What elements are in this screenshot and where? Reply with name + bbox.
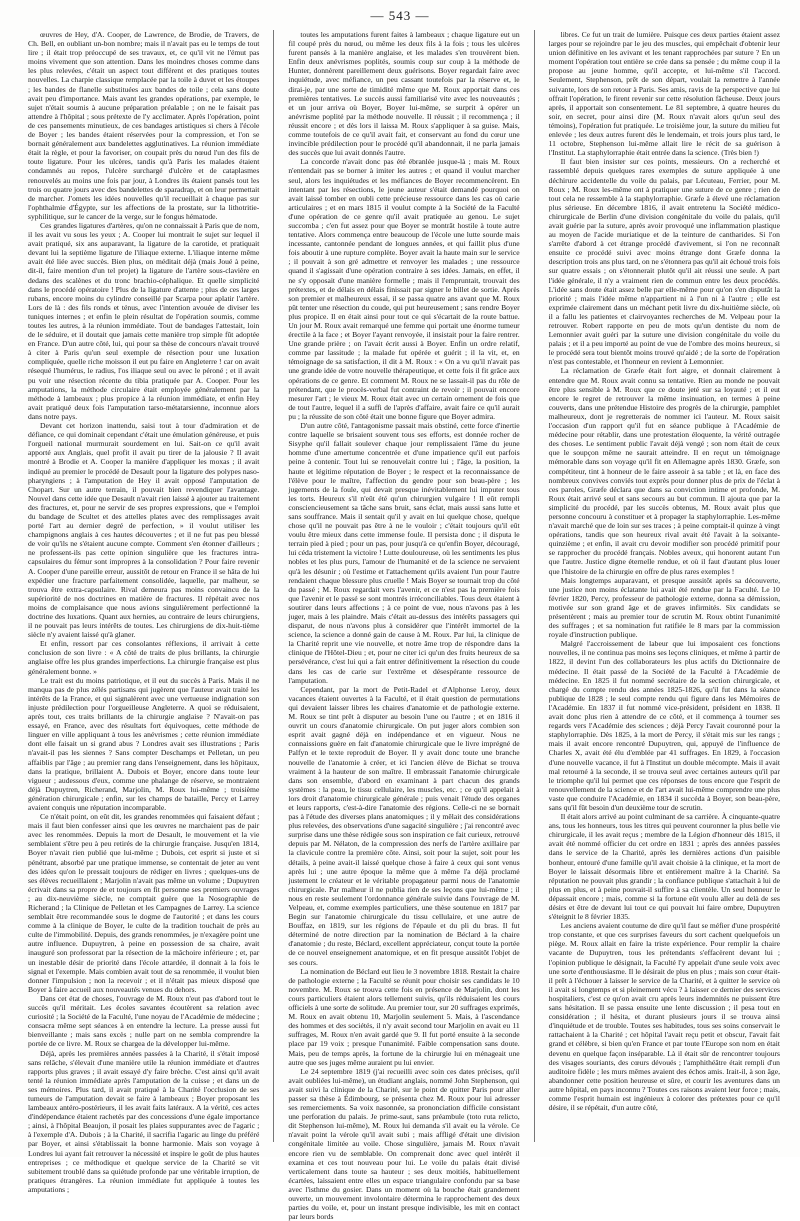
paragraph: Le trait est du moins patriotique, et il eut du succès à Paris. Mais il ne manqua pas de plus zélés partisans qui jugèrent que l'auteur avait traité les intérêts de la France, et qui signalèrent avec une vertueuse indignation son injuste prédilection pour l'orgueilleuse Angleterre. A quoi se réduisaient, après tout, ces traits brillants de la chirurgie anglaise ? N'avait-on pas essayé, en France, avec des résultats fort équivoques, cette méthode de linguer en ville appliquant à tous les anévrismes ; cette réunion immédiate dont elle faisait un si grand abus ? Londres avait ses illustrations ; Paris n'avait-il pas les siennes ? Sans compter Deschamps et Pelletan, un peu affaiblis par l'âge ; au premier rang dans l'enseignement, dans les hôpitaux, dans la pratique, brillaient A. Dubois et Boyer, encore dans toute leur vigueur ; audessous d'eux, comme une phalange de réserve, se montraient déjà Dupuytren, Richerand, Marjolin, M. Roux lui-même ; troisième génération chirurgicale ; enfin, sur les champs de bataille, Percy et Larrey avaient conquis une réputation incomparable. [28,675,260,812]
paragraph: Ces grandes ligatures d'artères, qu'on ne connaissait à Paris que de nom, il les avait vu sous les yeux ; A. Cooper lui montrait le sujet sur lequel il avait pratiqué, six ans auparavant, la ligature de la carotide, et pratiquait devant lui la septième ligature de l'iliaque externe. L'iliaque interne même avait été liée avec succès. Bien plus, on méditait déjà (mais Joué à peine, dit-il, faire mention d'un tel projet) la ligature de l'artère sous-clavière en dedans des scalènes et du tronc brachio-céphalique. Et quelle simplicité dans le procédé opératoire ! Plus de la ligature d'attente ; plus de ces larges rubans, encore moins du cylindre conseillé par Scarpa pour aplatir l'artère. Lors de là : des fils ronds et ténus, avec l'intention avouée de diviser les tuniques internes ; et enfin le plein résultat de l'opération soumis, comme toutes les autres, à la réunion immédiate. Tout de bandages l'attestait, loin de le séduire, et il doutait que jamais cette manière trop simple fût adoptée en France. D'un autre côté, lui, qui pour sa thèse de concours n'avait trouvé à citer à Paris qu'un seul exemple de résection pour une luxation compliquée, quelle riche moisson il eut pu faire en Angleterre ! car on avait résequé l'humérus, le radius, l'os iliaque seul ou avec le péroné ; et il avait pu voir une résection récente du tibia pratiquée par A. Cooper. Pour les amputations, la méthode circulaire était employée généralement par la méthode à lambeaux ; plus propice à la réunion immédiate, et enfin Hey avait pratiqué deux fois l'amputation tarso-métatarsienne, inconnue alors dans notre pays. [28,220,260,421]
paragraph: Devant cet horizon inattendu, saisi tout à tour d'admiration et de défiance, ce qui dominait cependant c'était une émulation généreuse, et puis l'orgueil national murmurait sourdement en lui. Sait-on ce qu'il avait apporté aux Anglais, quel profit il avait pu tirer de la jalousie ? Il avait montré à Brodie et A. Cooper la manière d'appliquer les moxas ; il avait indiqué au premier le procédé de Desault pour la ligature des polypes naso-pharyngiens ; à l'amputation de Hey il avait opposé l'amputation de Chopart. Sur un autre terrain, il pouvait bien revendiquer l'avantage. Nouvel dans cette idée que Desault n'avait rien laissé à ajouter au traitement des fractures, et, pour ne servir de ses propres expressions, que « l'emploi du bandage de Scultet et des attelles plates avec des remplissages avait porté l'art au dernier degré de perfection, » il voulut utiliser les champignons anglais à ces hautes découvertes ; et il ne fut pas peu blessé de voir qu'ils ne s'étaient aucune compte. Comment s'en étonner d'ailleurs ; ne professent-ils pas cette opinion singulière que les fractures intra-capsulaires du fémur sont impropres à la consolidation ? Pour faire revenir A. Cooper d'une pareille erreur, aussitôt de retour en France il se hâta de lui expédier une fracture parfaitement consolidée, laquelle, par malheur, se trouva être extra-capsulaire. Rival demeura pas moins convaincu de la supériorité de nos doctrines en matière de fractures. Il répétait avec nos moins de complaisance que nous avions singulièrement perfectionné la doctrine des luxations. Quant aux hernies, au contraire de leurs chirurgiens, il ne pouvait pas leurs intérêts de toutes. Les chirurgiens de dix-huit-tième siècle n'y avaient laissé qu'à glaner. [28,421,260,640]
paragraph: D'un autre côté, l'antagonisme passait mais obstiné, cette force d'inertie contre laquelle se brisaient souvent tous ses efforts, est donnée rocher de Sisyphe qu'il fallait soulever chaque jour remplissaient l'âme du jeune homme d'une amertume concentrée et d'une impatience qu'il eut parfois peine à contenir. Tout lui se renouvelait contre lui ; l'âge, la position, la haute et légitime réputation de Boyer ; le respect et la reconnaissance de l'élève pour le maître, l'affection du gendre pour son beau-père ; les jugements de la foule, qui devait presque inévitablement lui imputer tous les torts. Heureux s'il n'eût été qu'un chirurgien vulgaire ! Il eût rempli consciencieusement sa tâche sans bruit, sans éclat, mais aussi sans lutte et sans souffrance. Mais il sentait qu'il y avait en lui quelque chose, quelque chose qu'il ne pouvait pas être à ne le vouloir ; c'était toujours qu'il eût voulu être mieux dans cette immense foule. Il persista donc ; il disputa le terrain pied à pied ; pour un pas, pour jusqu'à ce qu'enfin Boyer, découragé, lui céda tristement la victoire ! Lutte douloureuse, où les sentiments les plus nobles et les plus purs, l'amour de l'humanité et de la science ne servaient qu'à les désunir ; où l'estime et l'attachement qu'ils avaient l'un pour l'autre rendaient chaque blessure plus cruelle ! Mais Boyer se tournait trop du côté du passé ; M. Roux regardait vers l'avenir, et ce n'est pas la première fois que l'avenir et le passé se sont montrés irréconciliables. Tous deux étaient à soutirer dans leurs affections ; à ce point de vue, nous n'avons pas à les juger, mais à les plaindre. Mais c'était au-dessus des intérêts passagers qui disparut, de nous n'avons plus à considérer que l'intérêt immortel de la science, la science a donné gain de cause à M. Roux. Par lui, la clinique de la Charité reprit une vie nouvelle, et notre âme trop de réspondre dans la clinique de l'Hôtel-Dieu ; et, pour ne citer ici qu'un des fruits heureux de sa persévérance, c'est lui qui a fait entrer définitivement la résection du coude dans les cas de carie sur l'extrême et désespérante ressource de l'amputation. [288,421,520,685]
column-divider [534,30,535,1142]
column-right [549,30,780,1142]
paragraph: Malgré l'accroissement de labeur que lui imposaient ces fonctions nouvelles, il ne continua pas moins ses leçons cliniques, et même à partir de 1822, il devint l'un des collaborateurs les plus actifs du Dictionnaire de médecine. Il était passé de la Société de la Faculté à l'Académie de médecine. En 1825 il fut nommé secrétaire de la section chirurgicale, et chargé du compte rendu des années 1825-1826, qu'il fut dans la séance publique de 1828 ; le seul compte rendu qui figure dans les Mémoires de l'Académie. En 1837 il fut nommé vice-président, président en 1838. Il avait donc plus rien à attendre de ce côté, et il commença à tourner ses regards vers l'Académie des sciences ; déjà Percy l'avait couronné pour la staphylorraphie. Dès 1825, à la mort de Percy, il s'était mis sur les rangs ; mais il avait encore rencontré Dupuytren, qui, appuyé de l'influence de Charles X, avait été élu d'emblée par 41 suffrages. En 1829, à l'occasion d'une nouvelle vacance, il fut à l'Institut un double mécompte. Mais il avait mal retourné à la seconde, il se trouva seul avec certaines auteurs qu'il par le triomphe qu'il lui permet que ces réponses de tous encore que l'esprit de renouvellement de la science et de l'art avait lui-même comprendre une plus vaste que conduire l'Académie, en 1834 il succéda à Boyer, son beau-père, sans qu'il fût besoin d'un deuxième tour de scrutin. [548,639,780,812]
page-number: — 543 — [370,8,430,23]
paragraph: Et enfin, ressort par ces consolantes réflexions, il arrivait à cette conclusion de son livre : « A côté de traits de plus brillants, la chirurgie anglaise offre les plus grandes imperfections. La chirurgie française est plus généralement bonne. » [28,639,260,676]
paragraph: Il faut bien insister sur ces points, messieurs. On a recherché et rassemblé depuis quelques rares exemples de suture appliquée à une déchirure accidentelle du voile du palais, par Lécuteau, Ferrier, pour M. Roux ; M. Roux les-même ont à pratiquer une suture de ce genre ; rien de tout cela ne ressemble à la staphylorraphie. Græfe à élevé une réclamation plus sérieuse. En décembre 1816, il avait entretenu la Société médico-chirurgicale de Berlin d'une division congénitale du voile du palais, qu'il avait guérie par la suture, après avoir provoqué une inflammation plastique au moyen de l'acide muriatique et de la teinture de cantharides. Si l'on s'arrête d'abord à cet étrange procédé d'avivement, si l'on ne reconnaît ensuite ce procédé suivi avec moins étrange dont Græfe donna la description trois ans plus tard, on ne s'étonnera pas qu'il ait échoué trois fois sur quatre essais ; on s'étonnerait plutôt qu'il ait réussi une seule. A part l'idée générale, il n'y a vraiment rien de commun entre les deux procédés. L'idée sans doute était assez belle par elle-même pour qu'on s'en disputât la priorité ; mais l'idée même n'appartient ni à l'un ni à l'autre ; elle est exprimée clairement dans un méchant petit livre du dix-huitième siècle, où il a fallu les patientes et clairvoyantes recherches de M. Velpeau pour la retrouver. Robert rapporte en peu de mots qu'un dentiste du nom de Lemonnier avait guéri par la suture une division congénitale du voile du palais ; et il a peu importé au point de vue de l'ombre des moins heureux, si le procédé sera tout bientôt moins trouvé qu'aidé ; de la sorte de l'opération n'est pas contestable, et l'honneur en revient à Lemonnier. [548,157,780,367]
paragraph: Déjà, après les premières années passées à la Charité, il s'était imposé sans relâche, s'élevait d'une manière utile la réunion immédiate et d'autres rapports plus graves ; il avait essayé d'y faire brèche. C'est ainsi qu'il avait tenté la réunion immédiate après l'amputation de la cuisse ; et dans un de ses mémoires. Plus tard, il avait pratiqué à la Charité l'occlusion de ses tumeurs de l'amputation devait se faire à lambeaux ; Boyer proposant les lambeaux antéro-postérieurs, il les avait faits latéraux. A la vérité, ces actes d'indépendance étaient rachetés par des concessions d'une égale importance ; ainsi, à l'hôpital Beaujon, il posait les plaies suppurantes avec de l'agaric ; à l'exemple d'A. Dubois ; à la Charité, il sacrifia l'agaric au linge du préféré par Boyer, et ainsi s'établissait la bonne harmonie. Mais son voyage à Londres lui ayant fait retrouver la nécessité et inspire le goût de plus hautes entreprises ; ce méthodique et quelque service de la Charité se vit subitement troublé dans sa quiétude profonde par une véritable irruption, de pratiques étrangères. La réunion immédiate fut appliquée à toutes les amputations ; [28,1048,260,1194]
paragraph: libres. Ce fut un trait de lumière. Puisque ces deux parties étaient assez larges pour se rejoindre par le jeu des muscles, qui empêchait d'obtenir leur union définitive en les avivant et les tenant rapprochées par suture ? En un moment l'opération tout entière se crée dans sa pensée ; du même coup il la propose au jeune homme, qu'il accepte, et lui-même s'il l'accord. Seulement, Stephenson, prêt de son départ, voulait la remettre à l'année suivante, lors de son retour à Paris. Ses amis, ravis de la perspective que lui offrait l'opération, le firent revenir sur cette résolution fâcheuse. Deux jours après, il apportait son consentement. Le 81 septembre, à quatre heures du soir, en secret, pour ainsi dire (M. Roux n'avait alors qu'un seul des témoins), l'opération fut pratiquée. Le troisième jour, la suture du milieu fut enlevée ; les deux autres furent dès le lendemain, et trois jours plus tard, le 11 octobre, Stephenson lui-même allait lire le récit de sa guérison à l'Institut. La staphylorraphie était entrée dans la science. (Très bien !) [548,30,780,158]
column-divider [273,30,274,1142]
paragraph: Mais longtemps auparavant, et presque aussitôt après sa découverte, une justice non moins éclatante lui avait été rendue par la Faculté. Le 10 février 1820, Percy, professeur de pathologie externe, donna sa démission, motivée sur son grand âge et de graves infirmités. Six candidats se présentèrent ; mais au premier tour de scrutin M. Roux obtint l'unanimité des suffrages ; et sa nomination fut ratifiée le 8 mars par la commission royale d'instruction publique. [548,575,780,640]
text-columns [28,30,780,1221]
paragraph: La nomination de Béclard eut lieu le 3 novembre 1818. Restait la chaire de pathologie externe ; la Faculté se réunit pour choisir ses candidats le 10 novembre. M. Roux se trouva cette fois en présence de Marjolin, dont les cours particuliers étaient alors tellement suivis, qu'ils réduisaient les cours officiels à une sorte de solitude. Au premier tour, sur 20 suffrages exprimés, M. Roux en avait obtenu 10, Marjolin seulement 5. Mais, à l'ascendance des hommes et des sociétés, il n'y avait second tour Marjolin en avait eu 11 suffrages, M. Roux n'en avait gardé que 9. Il fut porté ensuite à la seconde place par 19 voix ; presque l'unanimité. Faible compensation sans doute. Mais, peu de temps après, la fortune de la chirurgie lui en ménageait une autre que ses juges même auraient pu lui envier. [288,966,520,1067]
paragraph: œuvres de Hey, d'A. Cooper, de Lawrence, de Brodie, de Travers, de Ch. Bell, en oubliant un-bon nombre; mais il n'avait pas eu le temps de tout lire ; il était trop préoccupé de ses travaux, et, ce qu'il vit ne l'émut pas moins vivement que son attention. Dans les moindres choses comme dans les plus relevées, c'était un aspect tout différent et des pratiques toutes nouvelles. La charpie classique remplacée par la toile à duvet et les étoupes ; les bandes de flanelle substituées aux bandes de toile ; cela sans doute avait peu d'importance. Mais avant les grandes opérations, par exemple, le sujet n'était soumis à aucune préparation préalable ; on ne le faisait pas attendre à l'hôpital ; sous prétexte de l'y acclimater. Après l'opération, point de ces pansements minutieux, de ces bandages artistiques si chers à l'école de Boyer ; les bandes étaient réservées pour la compression, et l'on se bornait généralement aux bandelettes agglutinatives. La réunion immédiate était la règle, et pour la favoriser, on coupait près du nœud l'un des fils de toute ligature. Pour les ulcères, tandis qu'à Paris les malades étaient condamnés au repos, l'ulcère surchargé d'ulcère et de cataplasmes renouvelés au moins une fois par jour, à Londres ils étaient pansés tout les trois ou quatre jours avec des bandelettes de sparadrap, et on leur permettait de marcher. J'omets les idées nouvelles qu'il recueillait à chaque pas sur l'ophthalmie d'Égypte, sur les affections de la prostate, sur la lithotritie-syphilitique, sur le cancer de la verge, sur le fongus hématode. [28,30,260,221]
column-middle [288,30,520,1221]
paragraph: Ce n'était point, on eût dit, les grandes renommées qui faisaient défaut ; mais il faut bien confesser ainsi que les œuvres ne marchaient pas de pair avec les renommées. Depuis la mort de Desault, le mouvement et la vie semblaient s'être peu à peu retirés de la chirurgie française. Jusqu'en 1814, Boyer n'avait rien publié que lui-même ; Dubois, cet esprit si juste et si pénétrant, absorbé par une pratique immense, se contentait de jeter au vent des idées qu'on le pressait toujours de rédiger en livres ; quelques-uns de ses élèves recueillaient ; Marjolin n'avait pas même un volume ; Dupuytren écrivait dans sa propre de et toujours en fit personne ses premiers ouvrages ; au dix-neuvième siècle, ne comptait guère que la Nosographie de Richerand ; la Clinique de Pelletan et les Campagnes de Larrey. La science semblait être recommandée sous le dogme de l'autorité ; et dans les cours comme à la clinique de Boyer, le culte de la tradition touchait de près au culte de l'immobilité. Depuis, des grands renommées, je n'exagère point une autre influence. Dupuytren, à peine en possession de sa chaire, avait inauguré son professorat par la résection de la mâchoire inférieure ; et, par un inestable désir de priorité dans l'école attardée, il donnait à la fois le signal et l'exemple. Mais combien avait tout de sa renommée, il voulut bien donner l'impulsion ; non la recevoir ; et il n'était pas mieux disposé que Boyer à faire accueil aux nouveautés venues du dehors. [28,812,260,994]
paragraph: La concorde n'avait donc pas été ébranlée jusque-là ; mais M. Roux n'entendait pas se borner à imiter les autres ; et quand il voulut marcher seul, alors les inquiétudes et les méfiances de Boyer recommencèrent. En intentant par les résections, le jeune auteur s'était demandé pourquoi on avait laissé tomber en oubli cette précieuse ressource dans les cas où carie articulaires ; et en mars 1815 il voulut compte à la Société de la Faculté d'une opération de ce genre qu'il avait pratiquée au genou. Le sujet succomba ; c'en fut assez pour que Boyer se montrât hostile à toute autre tentative. Alors commença entre beaucoup de l'école une lutte sourde mais incessante, cantonnée pendant de longues années, et qui faillit plus d'une fois aboutir à une rupture complète. Boyer avait la haute main sur le service ; il pouvait à son gré admettre et renvoyer les malades ; une ressource quand il s'agissait d'une opération contraire à ses idées. Jamais, en effet, il ne s'y opposait d'une manière formelle ; mais il l'empruntait, trouvait des prétextes, et de délais en délais finissait par signer le billet de sortie. Après son premier et malheureux essai, il se passa quatre ans avant que M. Roux pût tenter une résection du coude, qui put heureusement ; sans rendre Boyer plus propice. Il en était ainsi pour tout ce qui s'écartait de la route battue. Un jour M. Roux avait remarqué une femme qui portait une énorme tumeur érectile à la face ; et Boyer l'ayant renvoyée, il insistait pour la faire rentrer. Une grande prière ; on l'avait écrit aussi à Boyer. Enfin un ordre relatif, comme par lassitude ; la malade fut opérée et guérit ; il la vit, et, en témoignage de sa satisfaction, il dit à M. Roux : « On a vu qu'il n'avait pas une grande idée de votre nouvelle thérapeutique, et cette fois il fit grâce aux opérations de ce genre. Et comment M. Roux ne se lassait-il pas du rôle de prétendant, que le procès-verbal fut contraint de revoir ; il pouvait encore mesurer l'art ; le vieux M. Roux était avec un certain ornement de fois que de tout l'autre, lequel il a suffi de l'après d'affaire, avait faire ce qu'il aurait pu ; la réussite de son côté était une bonne figure que Boyer admira. [288,157,520,421]
column-left [28,30,260,1194]
paragraph: La réclamation de Græfe était fort aigre, et donnait clairement à entendre que M. Roux avait connu sa tentative. Rien au monde ne pouvait être plus sensible à M. Roux que ce doute jeté sur sa loyauté ; et il eut encore le regret de retrouver la même insinuation, en termes à peine couverts, dans une prétendue Histoire des progrès de la chirurgie, pamphlet malheureux, dont je regretterais de nommer ici l'auteur. M. Roux saisit l'occasion d'un rapport qu'il fut en séance publique à l'Académie de médecine pour rétablir, dans une protestation éloquente, la vérité outragée des choses. Le sentiment public l'avait déjà vengé ; son nom était de ceux que le soupçon même ne saurait atteindre. Il en reçut un témoignage mémorable dans son voyage qu'il fit en Allemagne après 1830. Græfe, son compétiteur, tint à honneur de le faire asseoir à sa table ; et là, en face des nombreux convives conviés tout exprès pour donner plus de prix de l'éclat à ces paroles, Græfe déclara que dans sa conviction intime et profonde, M. Roux était arrivé seul et sans secours au but commun. Il ajouta que par la simplicité du procédé, par les succès obtenus, M. Roux avait plus que personne concouru à constituer et à propager la staphylorraphie. Les-même n'avait marché que de loin sur ses traces ; à peine comptait-il quinze à vingt opérations, tandis que son heureux rival avait été l'avait à la soixante-quinzième ; et enfin, il avait cru devoir modifier son procédé primitif pour se rapprocher du procédé français. Nobles aveux, qui honorent autant l'un que l'autre. Justice digne éternelle rendue, et où il faut d'autant plus louer que l'histoire de la chirurgie en offre de plus rares exemples ! [548,366,780,576]
paragraph: Le 24 septembre 1819 (j'ai recueilli avec soin ces dates précises, qu'il avait oubliées lui-même), un étudiant anglais, nommé John Stephenson, qui avait suivi la clinique de la Charité, sur le point de quitter Paris pour aller passer sa thèse à Édimbourg, se présenta chez M. Roux pour lui adresser ses remerciements. Sa voix nasonnée, sa prononciation difficile consistant une perforation du palais. Je prime-saut, sans préambule (toto ruta relicto, dit Stephenson lui-même), M. Roux lui demanda s'il avait eu la vérole. Ce n'avait point la vérole qu'il avait subi ; mais affligé d'était une division congénitale limitée au voile. Chose singulière, jamais M. Roux n'avait encore rien vu de semblable. On comprenait donc avec quel intérêt il examina et ces tout nouveau pour lui. Le voile du palais était divisé verticalement dans toute sa hauteur ; ses deux moitiés, habituellement écartées, laissaient entre elles un espace triangulaire confondu par sa base avec l'isthme du gosier. Dans un moment où la bouche était grandement ouverte, un mouvement involontaire détermina le rapprochement des deux parties du voile, et, pour un instant presque indivisible, les mit en contact par leurs bords [288,1066,520,1221]
paragraph: toutes les amputations furent faites à lambeaux ; chaque ligature eut un fil coupé près du nœud, ou même les deux fils à la fois ; tous les ulcères furent pansés à la manière anglaise, et les malades s'en trouvèrent bien. Enfin deux anévrismes poplités, soumis coup sur coup à la méthode de Hunter, donnèrent pareillement deux guérisons. Boyer regardait faire avec inquiétude, avec méfiance, un peu cassant toutefois par la réserve et, le dirai-je, par une sorte de timidité même que M. Roux apportait dans ces premières tentatives. Le succès aussi familiarisé vite avec les nouveautés ; et un jour arriva où Boyer, Boyer lui-même, se surprit à opérer un anévrisme poplité par la méthode nouvelle. Il réussit ; il recommença ; il réussit encore ; et dès lors il laissa M. Roux s'appliquer à sa guise. Mais, comme toutefois de ce qu'il avait fait, et conservant au fond du cœur une invincible prédilection pour le procédé qu'il abandonnait, il ne parla jamais des succès que lui avait donnés l'autre. [288,30,520,158]
paragraph: Il était alors arrivé au point culminant de sa carrière. À cinquante-quatre ans, tous les honneurs, tous les titres qui peuvent couronner la plus belle vie chirurgicale, il les avait reçus ; membre de la Légion d'honneur dès 1815, il avait été nommé officier du cet ordre en 1831 ; après des années passées dans le service de la Charité, après les dernières actions d'un paisible bonheur, entouré d'une famille qu'il avait choisie à la clinique, et la mort de Boyer le laissait désormais libre et entièrement maître à la Charité. Sa réputation ne pouvait plus grandir ; la confiance publique s'attachait à lui de plus en plus, et à peine pouvait-il suffire à sa clientèle. Un seul honneur le dépassait encore ; mais, comme si la fortune eût voulu aller au delà de ses désirs et être de devant lui tout ce qui pouvait lui faire ombre, Dupuytren s'éteignit le 8 février 1835. [548,812,780,922]
paragraph: Dans cet état de choses, l'ouvrage de M. Roux n'eut pas d'abord tout le succès qu'il méritait. Les écoles savantes écoutèrent sa relation avec curiosité ; la Société de la Faculté, l'une noyau de l'Académie de médecine ; consacra même sept séances à en entendre la lecture. La presse aussi fut bienveillante ; mais sans excès ; nulle part on ne sembla comprendre la portée de ce livre. M. Roux se chargea de la développer lui-même. [28,993,260,1049]
paragraph: Cependant, par la mort de Petit-Radel et d'Alphonse Leroy, deux vacances étaient ouvertes à la Faculté, et il était question de permutations qui devaient laisser libres les chaires d'anatomie et de pathologie externe. M. Roux se tint prêt à disputer au besoin l'une ou l'autre ; et en 1816 il ouvrit un cours d'anatomie chirurgicale. On put juger alors combien son esprit avait gagné déjà en indépendance et en vigueur. Nous ne connaissions guère en fait d'anatomie chirurgicale que le livre imprégné de Palfyn et le texte reproduit de Boyer. Il y avait donc toute une branche nouvelle de l'anatomie à créer, et ici l'ancien élève de Bichat se trouva vraiment à la hauteur de son maître. Il embrassait l'anatomie chirurgicale dans son ensemble, d'abord en examinant à part chacun des grands systèmes : la peau, le tissu cellulaire, les muscles, etc. ; ce qu'il appelait à lors droit d'anatomie chirurgicale générale ; puis venait l'étude des organes et leurs rapports, c'est-à-dire l'anatomie des régions. Celle-ci ne se bornait pas à l'étude des diverses plans anatomiques ; il y mêlait des considérations plus relevées, des observations d'une sagacité singulière ; j'ai rencontré avec surprise dans une thèse rédigée sous son inspiration ce fait curieux, retrouvé depuis par M. Nélaton, de la compression des nerfs de l'artère axillaire par la clavicule contre la première côte. Ainsi, soit pour la sujet, soit pour les détails, à peine avait-il laissé quelque chose à faire à ceux qui sont venus après lui ; une autre époque la même que à même l'a déjà proclamé justement le créateur et le véritable propagateur parmi nous de l'anatomie chirurgicale. Par malheur il ne publia rien de ses leçons que lui-même ; il nous en reste seulement l'ordonnance générale suivie dans l'ouvrage de M. Velpeau, et, comme exemples particuliers, une thèse soutenue en 1817 par Begin sur l'anatomie chirurgicale du tissu cellulaire, et une autre de Bouffaz, en 1819, sur les régions de l'épaule et du pli du bras. Il fut déterminé de notre direction par la nomination de Béclard à la chaire d'anatomie ; du reste, Béclard, excellent appréciateur, conçut toute la portée de ce nouvel enseignement anatomique, et en fit presque aussitôt l'objet de ses cours. [288,684,520,967]
paragraph: Les anciens avaient coutume de dire qu'il faut se méfier d'une prospérité trop constante, et que ces surprises faveurs du sort cachent quelquefois un piège. M. Roux allait en faire la triste expérience. Pour remplir la chaire vacante de Dupuytren, tous les prétendants s'effacèrent devant lui ; l'opinion publique le désignait, la Faculté l'y appelait d'une seule voix avec une sorte d'enthousiasme. Il le désirait de plus en plus ; mais son cœur était-il prêt à l'échouer à laisser le service de la Charité, et à quitter le service où il avait si longtemps et si pleinement vécu ? à laisser ce dernier des services hospitaliers, c'est ce qu'on avait cru après leurs indemnités ne puissent être sans hésitation. Il se passa ensuite une lente discussion ; il pesa tout en considération ; il hésita, et durant plusieurs jours il se trouva ainsi d'inquiétude et de trouble. Toutes ses habitudes, tous ses soins conservait le rattachaient à la Charité ; cet hôpital l'avait reçu petit et obscur, l'avait fait grand et célèbre, si bien qu'en France et par toute l'Europe son nom en était devenu en quelque façon inséparable. Là il était sûr de rencontrer toujours des visages souriants, des cœurs dévoués ; l'amphithéâtre était rempli d'un auditoire fidèle ; les murs mêmes avaient des échos amis. Irait-il, à son âge, abandonner cette position heureuse et sûre, et courir les aventures dans un autre hôpital, en pays inconnu ? Toutes ces raisons avaient leur force ; mais, comme l'esprit humain est ingénieux à colorer des prétextes pour ce qu'il désire, il se répétait, d'un autre côté, [548,921,780,1113]
